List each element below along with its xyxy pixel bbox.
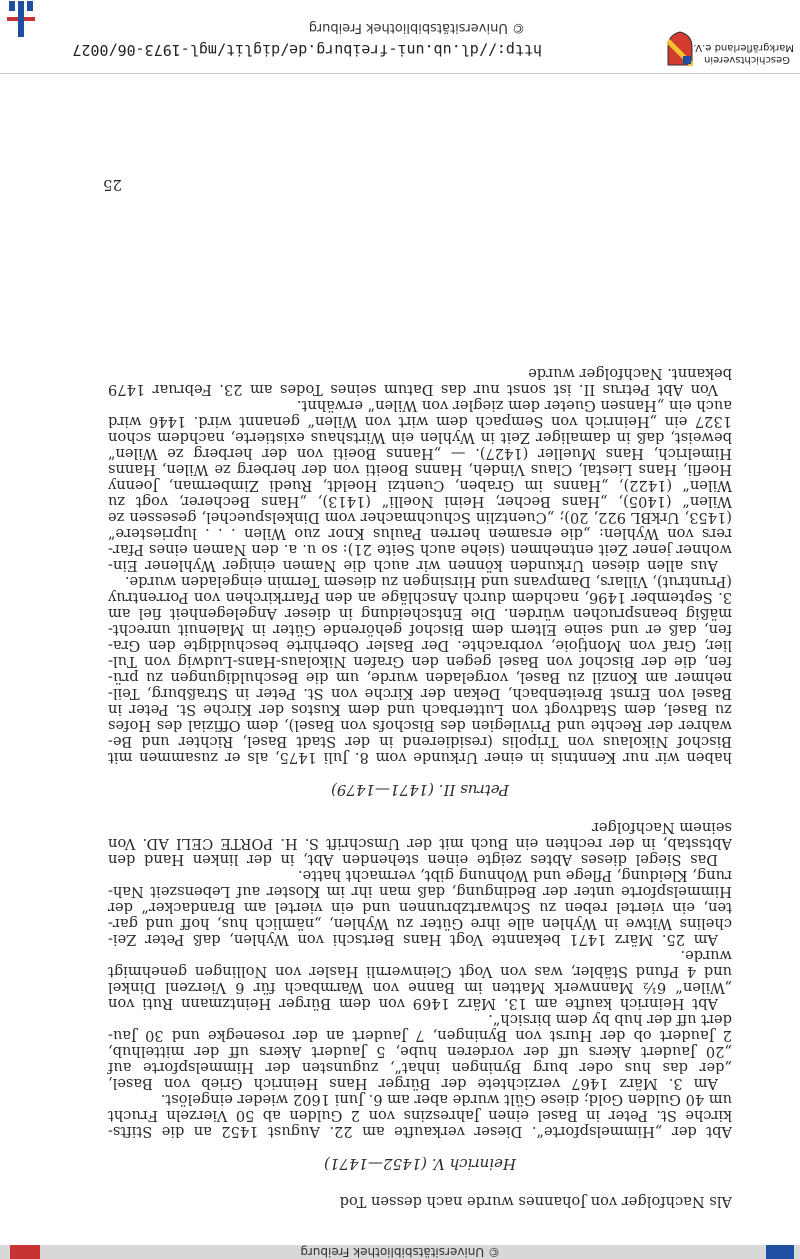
text-line: Abt Heinrich kaufte am 13. März 1469 von dem Bürger Heintzmann Ruti von: [108, 995, 718, 1012]
text-line: rung, Kleidung, Pflege und Wohnung gibt, vermacht hatte.: [297, 867, 732, 884]
text-line: um 40 Gulden Gold; diese Gült wurde aber am 6. Juni 1602 wieder eingelöst.: [160, 1091, 732, 1108]
text-line: bekannt. Nachfolger wurde: [528, 365, 732, 382]
text-line: (1453, UrkBL 922, 20); „Cuentzlin Schuchmacher vom Dinkelspuechel, gesessen ze: [108, 509, 732, 526]
society-line-1: Geschichtsverein: [704, 54, 790, 65]
text-line: Am 3. März 1467 verzichtete der Bürger Hans Heinrich Grieb von Basel,: [108, 1075, 718, 1092]
text-line: Himelrich, Hans Mueller (1427). — „Hanns Boeiti von der herberg ze Wilen“: [108, 445, 732, 462]
text-line: Abtsstab, in der rechten ein Buch mit der Umschrift S. H. PORTE CELI AD. Von: [108, 835, 732, 852]
text-line: Wilen“ (1422), „Hanns im Graben, Cuentzi Hoeldt, Ruedi Zimberman, Joenny: [108, 477, 732, 494]
text-line: mäßig beanspruchen würden. Die Entscheidung in dieser Angelegenheit fiel am: [108, 605, 732, 622]
text-line: Wilen“ (1405), „Hans Becher, Heini Noelli“ (1413), „Hans Becherer, vogt zu: [108, 493, 732, 510]
copyright-notice: © Universitätsbibliothek Freiburg: [308, 20, 525, 35]
text-line: chelins Witwe in Wyhlen alle ihre Güter zu Wyhlen, „nämlich hus, hoff und gar-: [108, 915, 732, 932]
text-line: beweist, daß in damaliger Zeit in Wyhlen ein Wirtshaus existierte, nachdem schon: [108, 429, 732, 446]
text-line: Himmelspforte unter der Bedingung, daß man ihr im Kloster auf Lebenszeit Nah-: [108, 883, 732, 900]
text-line: wurde.: [680, 947, 732, 964]
text-line: Von Abt Petrus II. ist sonst nur das Datum seines Todes am 23. Februar 1479: [108, 381, 718, 398]
text-line: „20 Jaudert Akers uff der vorderen hube, 5 Jaudert Akers uff der mittelhub,: [108, 1043, 732, 1060]
text-line: Am 25. März 1471 bekannte Vogt Hans Bertschi von Wyhlen, daß Peter Zei-: [108, 931, 718, 948]
society-line-2: Markgräflerland e.V.: [693, 42, 794, 53]
text-line: lier, Graf von Montjoie, vorbrachte. Der Basler Oberhirte beschuldigte den Gra-: [108, 637, 732, 654]
text-line: 1327 ein „Heinrich von Sempach dem wirt von Wilen“ genannt wird. 1446 wird: [108, 413, 732, 430]
ub-logo-partial: [10, 1245, 40, 1259]
text-line: 2 Jaudert ob der Hurst von Byningen, 7 Jaudert an der rosenegke und 30 Jau-: [108, 1027, 732, 1044]
society-name: [693, 41, 794, 65]
text-line: nehmer am Konzil zu Basel, vorgeladen wurde, um die Beschuldigungen zu prü-: [108, 669, 732, 686]
text-line: und 4 Pfund Stäbler, was von Vogt Cleinwernli Hasler von Nollingen genehmigt: [108, 963, 732, 980]
text-line: (Pruntrut), Villars, Dampvans und Hirsingen zu diesem Termin eingeladen wurde.: [124, 573, 732, 590]
text-line: kirche St. Peter in Basel einen Jahreszins von 2 Gulden ab 50 Vierzeln Frucht: [108, 1107, 732, 1124]
text-line: dert uff der hub by dem birsich“.: [488, 1011, 732, 1028]
text-line: haben wir nur Kenntnis in einer Urkunde vom 8. Juli 1475, als er zusammen mit: [108, 749, 732, 766]
text-line: Hoefli, Hans Liestal, Claus Vindeh, Hanns Boeiti von der herberg ze Wilen, Hanns: [108, 461, 732, 478]
text-line: Das Siegel dieses Abtes zeigte einen stehenden Abt, in der linken Hand den: [108, 851, 718, 868]
society-logo-partial: [766, 1245, 794, 1259]
document-sections: [108, 345, 732, 1173]
text-line: auch ein „Hansen Gueter dem ziegler von Wilen“ erwähnt.: [296, 397, 732, 414]
top-strip-text: © Universitätsbibliothek Freiburg: [300, 1245, 500, 1259]
text-line: wahrer der Rechte und Privilegien des Bischofs von Basel), dem Offizial des Hofes: [108, 717, 732, 734]
text-line: Basel von Ernst Breitenbach, Dekan der Kirche von St. Peter in Straßburg, Teil-: [108, 685, 732, 702]
page-number: 25: [102, 176, 122, 194]
university-library-logo-icon: [7, 1, 35, 71]
text-line: fen, die der Bischof von Basel gegen den Grafen Nikolaus-Hans-Ludwig von Tul-: [108, 653, 732, 670]
text-line: Abt der „Himmelspforte“. Dieser verkaufte am 22. August 1452 an die Stifts-: [108, 1123, 732, 1140]
text-line: seinem Nachfolger: [591, 819, 732, 836]
text-line: 3. September 1496, nachdem durch Anschläge an den Pfarrkirchen von Porrentruy: [108, 589, 732, 606]
text-line: wohner jener Zeit entnehmen (siehe auch Seite 21): so u. a. den Namen eines Pfar-: [108, 541, 732, 558]
text-line: ten, ein viertel reben zu Schwartzbrunnen und ein viertel am Brandacker“ der: [108, 899, 732, 916]
section-heading: Petrus II. (1471—1479): [330, 781, 510, 799]
intro-line: Als Nachfolger von Johannes wurde nach dessen Tod: [339, 1193, 732, 1210]
permalink-url[interactable]: http://dl.ub.uni-freiburg.de/diglit/mgl-1973-06/0027: [72, 41, 542, 59]
text-line: rers von Wyhlen: „die ersamen herren Paulus Knor zuo Wilen . . . lupriestere“: [108, 525, 732, 542]
page-footer: [0, 0, 800, 74]
society-crest-icon: [666, 31, 694, 67]
text-line: „der das hus oder burg Byningen inhat“, zugunsten der Himmelspforte auf: [108, 1059, 732, 1076]
section-heading: Heinrich V. (1452—1471): [324, 1155, 517, 1173]
text-line: Bischof Nikolaus von Tripolis (residierend in der Stadt Basel, Richter und Be-: [108, 733, 732, 750]
document-body: [108, 345, 732, 1209]
text-line: Aus allen diesen Urkunden können wir auch die Namen einiger Wyhlener Ein-: [108, 557, 718, 574]
viewer-top-strip: [0, 1245, 800, 1259]
text-line: fen, daß er und seine Eltern dem Bischof gehörende Güter in Malenuit unrecht-: [108, 621, 732, 638]
text-line: „Wilen“ 6½ Mannwerk Matten im Banne von Warmbach für 6 Vierzenl Dinkel: [108, 979, 732, 996]
text-line: zu Basel, dem Stadtvogt von Lutterbach und dem Kustos der Kirche St. Peter in: [108, 701, 732, 718]
